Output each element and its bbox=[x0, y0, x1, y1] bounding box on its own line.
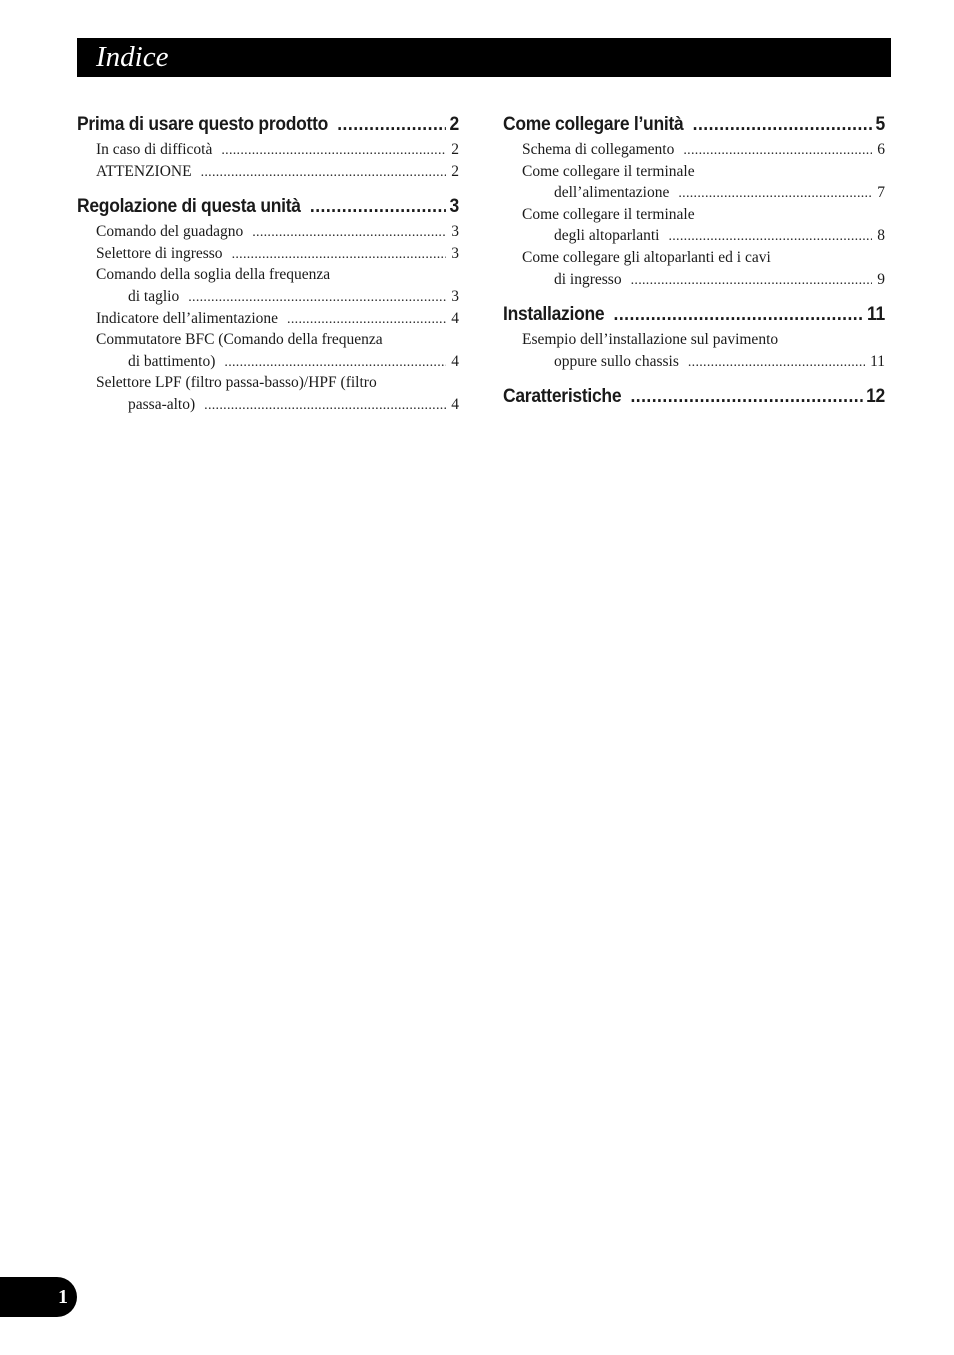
toc-entry-page: 6 bbox=[877, 141, 885, 158]
toc-entry bbox=[503, 329, 885, 372]
dot-leader bbox=[252, 222, 446, 244]
toc-entry-text: Come collegare il terminale bbox=[522, 205, 695, 223]
toc-heading-title: Prima di usare questo prodotto bbox=[77, 114, 329, 135]
toc-entry-line bbox=[96, 139, 459, 161]
toc-entry-text: di battimento) bbox=[128, 352, 216, 370]
page-title: Indice bbox=[96, 41, 169, 73]
toc-entry-text: Come collegare il terminale bbox=[522, 162, 695, 180]
toc-heading-page: 12 bbox=[866, 386, 886, 408]
toc-entry-page: 2 bbox=[451, 162, 459, 180]
toc-entry bbox=[77, 329, 459, 372]
toc-heading-title: Regolazione di questa unità bbox=[77, 196, 301, 218]
dot-leader bbox=[688, 352, 865, 374]
toc-entry-line bbox=[522, 329, 885, 351]
toc-heading-page: 2 bbox=[449, 114, 460, 135]
toc-entry-text: dell’alimentazione bbox=[554, 184, 670, 202]
toc-entry-line bbox=[96, 243, 459, 265]
toc-entry-line bbox=[96, 161, 459, 183]
toc-entry bbox=[77, 221, 459, 243]
toc-entry-line bbox=[96, 351, 459, 373]
dot-leader bbox=[221, 140, 446, 162]
dot-leader bbox=[683, 140, 872, 162]
dot-leader bbox=[224, 352, 446, 374]
header-bar bbox=[77, 38, 891, 77]
toc-entry-text: Selettore di ingresso bbox=[96, 244, 223, 262]
toc-entry-line bbox=[522, 161, 885, 183]
toc-entry bbox=[77, 308, 459, 330]
toc-entry-line bbox=[522, 182, 885, 204]
toc-entry-line bbox=[96, 264, 459, 286]
toc-entry-text: ATTENZIONE bbox=[96, 162, 192, 180]
toc-entry-text: Comando del guadagno bbox=[96, 223, 244, 241]
toc-heading-page: 11 bbox=[867, 304, 886, 326]
toc-entry-line bbox=[96, 394, 459, 416]
toc-entry-page: 8 bbox=[877, 227, 885, 245]
toc-entry-text: Schema di collegamento bbox=[522, 141, 675, 158]
toc-entry bbox=[77, 372, 459, 415]
toc-left-column bbox=[77, 111, 459, 427]
dot-leader bbox=[631, 270, 873, 292]
dot-leader bbox=[310, 193, 446, 221]
dot-leader bbox=[188, 287, 446, 309]
toc-entry-text: di taglio bbox=[128, 287, 180, 305]
dot-leader bbox=[287, 309, 446, 331]
toc-heading bbox=[503, 383, 885, 411]
toc-entry-text: oppure sullo chassis bbox=[554, 352, 679, 370]
toc-entry-text: Selettore LPF (filtro passa-basso)/HPF (filtro bbox=[96, 374, 377, 392]
toc-heading-title: Caratteristiche bbox=[503, 386, 622, 408]
toc-section bbox=[503, 383, 885, 411]
toc-entry-page: 4 bbox=[451, 395, 459, 413]
dot-leader bbox=[668, 226, 872, 248]
toc-entry-page: 11 bbox=[870, 352, 885, 370]
toc-entry bbox=[503, 247, 885, 290]
toc-heading bbox=[503, 111, 885, 139]
toc-entry-line bbox=[522, 269, 885, 291]
toc-entry bbox=[77, 264, 459, 307]
toc-section bbox=[77, 193, 459, 415]
toc-entry-text: passa-alto) bbox=[128, 395, 196, 413]
toc-entry-line bbox=[522, 139, 885, 161]
toc-heading bbox=[503, 301, 885, 329]
toc-entry-page: 3 bbox=[451, 287, 459, 305]
toc-entry-line bbox=[96, 286, 459, 308]
toc-section bbox=[503, 111, 885, 290]
toc-entry-page: 7 bbox=[877, 184, 885, 202]
dot-leader bbox=[337, 111, 446, 139]
toc-entry-text: di ingresso bbox=[554, 270, 622, 288]
toc-entry-text: Esempio dell’installazione sul pavimento bbox=[522, 331, 779, 349]
toc-heading-title: Come collegare l’unità bbox=[503, 114, 684, 135]
toc-heading-page: 3 bbox=[449, 196, 460, 218]
dot-leader bbox=[614, 301, 864, 329]
toc-section bbox=[77, 111, 459, 182]
dot-leader bbox=[204, 395, 446, 417]
toc-entry-page: 4 bbox=[451, 309, 459, 327]
dot-leader bbox=[630, 383, 862, 411]
toc-entry-text: In caso di difficotà bbox=[96, 141, 213, 158]
toc-entry-page: 2 bbox=[451, 141, 459, 158]
toc-heading bbox=[77, 111, 459, 139]
toc-entry bbox=[77, 161, 459, 183]
toc-heading bbox=[77, 193, 459, 221]
toc-entry-text: Come collegare gli altoparlanti ed i cavi bbox=[522, 248, 771, 266]
dot-leader bbox=[201, 162, 447, 184]
toc-entry-line bbox=[522, 247, 885, 269]
dot-leader bbox=[232, 244, 447, 266]
page-number-tab bbox=[0, 1277, 77, 1317]
toc-entry-page: 4 bbox=[451, 352, 459, 370]
toc-entry-line bbox=[96, 372, 459, 394]
toc-entry-page: 9 bbox=[877, 270, 885, 288]
toc-entry bbox=[503, 204, 885, 247]
toc-heading-title: Installazione bbox=[503, 304, 605, 326]
toc-entry-page: 3 bbox=[451, 244, 459, 262]
toc-entry bbox=[77, 139, 459, 161]
toc-entry-line bbox=[96, 329, 459, 351]
toc-entry-text: degli altoparlanti bbox=[554, 227, 660, 245]
toc-entry bbox=[77, 243, 459, 265]
page-number: 1 bbox=[58, 1286, 68, 1308]
toc-entry bbox=[503, 161, 885, 204]
toc-entry-line bbox=[522, 225, 885, 247]
toc-heading-page: 5 bbox=[875, 114, 886, 135]
toc-entry bbox=[503, 139, 885, 161]
toc-section bbox=[503, 301, 885, 372]
toc-right-column bbox=[503, 111, 885, 422]
toc-entry-page: 3 bbox=[451, 223, 459, 241]
dot-leader bbox=[693, 111, 872, 139]
toc-entry-text: Comando della soglia della frequenza bbox=[96, 266, 331, 284]
toc-entry-line bbox=[522, 351, 885, 373]
toc-entry-line bbox=[96, 308, 459, 330]
dot-leader bbox=[678, 183, 872, 205]
toc-entry-line bbox=[96, 221, 459, 243]
toc-entry-line bbox=[522, 204, 885, 226]
toc-entry-text: Indicatore dell’alimentazione bbox=[96, 309, 279, 327]
toc-entry-text: Commutatore BFC (Comando della frequenza bbox=[96, 331, 383, 349]
